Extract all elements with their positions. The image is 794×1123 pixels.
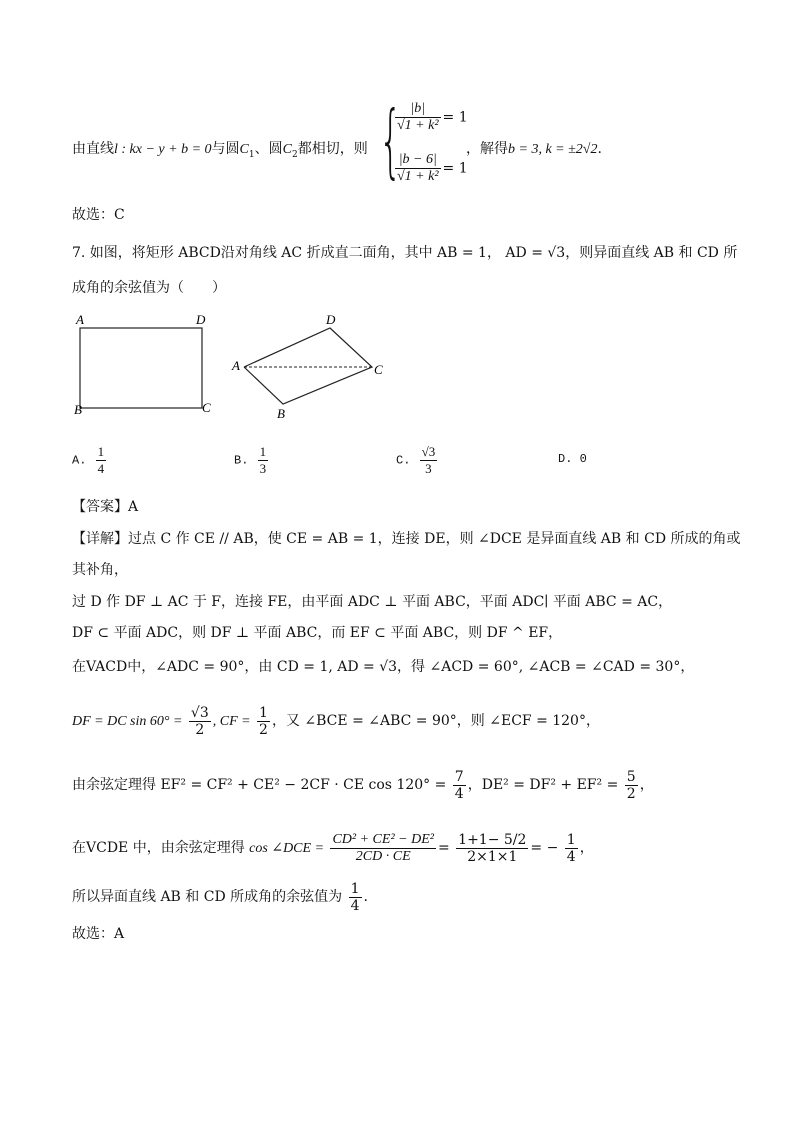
option-b (234, 444, 270, 477)
text: ， (639, 777, 654, 793)
label-d: D (196, 312, 206, 327)
circle-c1: C (239, 142, 249, 157)
detail-line5: 在VACD中，∠ADC = 90°，由 CD = 1, AD = √3，得 ∠ACD = 60°, ∠ACB = ∠CAD = 30°， (72, 659, 695, 675)
numerator: |b − 6| (395, 152, 441, 169)
fraction (395, 101, 441, 134)
label-c2: C (374, 362, 383, 377)
label-b: B (74, 402, 82, 417)
option-letter: C. (396, 453, 411, 468)
fraction (625, 769, 638, 802)
text: 所以异面直线 AB 和 CD 所成角的余弦值为 (72, 889, 343, 905)
label-d2: D (326, 312, 336, 327)
denominator: 4 (350, 897, 360, 914)
folded-figure (231, 312, 383, 421)
numerator: 1 (566, 831, 576, 848)
detail-line6 (72, 704, 600, 739)
figure (0, 308, 794, 428)
detail-line1: 【详解】过点 C 作 CE // AB，使 CE = AB = 1，连接 DE，则 ∠DCE 是异面直线 AB 和 CD 所成的角或 (72, 531, 741, 547)
question-7-line2: 成角的余弦值为（ ） (72, 280, 226, 296)
denominator: 2 (626, 785, 636, 802)
subscript: 1 (248, 149, 255, 160)
system-brace: { (379, 94, 402, 187)
denominator: 2CD · CE (355, 848, 411, 864)
option-value: 0 (579, 452, 587, 466)
text: ，解得 (466, 141, 508, 157)
fraction (330, 832, 436, 865)
numerator: 7 (454, 768, 464, 785)
fraction (258, 444, 269, 477)
denominator: √1 + k² (397, 169, 439, 184)
subscript: 2 (291, 149, 298, 160)
text: , CF = (212, 714, 251, 729)
fraction (257, 705, 270, 738)
numerator: 1 (259, 444, 267, 459)
option-a (72, 444, 108, 477)
fraction (565, 832, 578, 865)
numerator: √3 (190, 704, 209, 721)
detail-line7 (72, 768, 654, 802)
numerator: 5 (626, 768, 636, 785)
denominator: √1 + k² (397, 118, 439, 133)
fraction (96, 444, 107, 477)
numerator: 1 (350, 880, 360, 897)
rectangle-figure (74, 312, 211, 417)
text: 由直线 (72, 141, 114, 157)
detail-line9 (72, 880, 368, 914)
choice-c: 故选：C (72, 207, 125, 223)
option-c (396, 444, 439, 477)
rhs: = 1 (442, 109, 468, 126)
fraction (420, 444, 438, 477)
text: 在VCDE 中，由余弦定理得 (72, 840, 245, 856)
result: b = 3, k = ±2√2 (508, 142, 598, 157)
system-result (466, 139, 602, 160)
question-7-line1: 7. 如图，将矩形 ABCD沿对角线 AC 折成直二面角，其中 AB = 1， AD = √3，则异面直线 AB 和 CD 所 (72, 245, 738, 261)
numerator: |b| (395, 101, 441, 118)
fraction (395, 152, 441, 185)
system-eq-1 (393, 101, 468, 134)
tangent-line (72, 139, 368, 165)
text: 、圆 (254, 141, 283, 157)
label-b2: B (277, 406, 285, 421)
rhs: = 1 (442, 160, 468, 177)
denominator: 2 (195, 721, 205, 738)
denominator: 3 (259, 461, 267, 476)
numerator: CD² + CE² − DE² (332, 831, 434, 847)
text: 与圆 (211, 141, 240, 157)
option-d (558, 452, 587, 466)
text: = (437, 840, 450, 856)
fraction (456, 832, 528, 865)
numerator: 1 (97, 444, 105, 459)
option-letter: A. (72, 453, 87, 468)
denominator: 4 (97, 461, 105, 476)
system-eq-2 (393, 152, 468, 185)
circle-c2: C (282, 142, 292, 157)
detail-line8 (72, 828, 594, 869)
text: DF = DC sin 60° = (72, 714, 183, 729)
text: cos ∠DCE = (249, 841, 325, 856)
denominator: 4 (454, 785, 464, 802)
denominator: 3 (425, 461, 432, 476)
text: 由余弦定理得 EF² = CF² + CE² − 2CF · CE cos 120° = (72, 777, 447, 793)
denominator: 2×1×1 (467, 848, 518, 865)
label-a2: A (232, 358, 240, 373)
answer: 【答案】A (72, 499, 139, 515)
choice-a: 故选：A (72, 926, 125, 942)
option-letter: B. (234, 453, 249, 468)
denominator: 4 (566, 848, 576, 865)
fraction (453, 769, 466, 802)
text: ，又 ∠BCE = ∠ABC = 90°，则 ∠ECF = 120°， (271, 713, 600, 729)
detail-line2: 其补角， (72, 562, 128, 578)
numerator: √3 (421, 444, 436, 459)
label-a: A (76, 312, 84, 327)
detail-line3: 过 D 作 DF ⊥ AC 于 F，连接 FE，由平面 ADC ⊥ 平面 ABC，平面 ADC∣ 平面 ABC = AC， (72, 594, 673, 610)
text: = − (530, 840, 559, 856)
fraction (189, 705, 211, 738)
numerator: 1 (259, 704, 268, 721)
line-equation: l : kx − y + b = 0 (114, 142, 212, 157)
label-c: C (202, 400, 211, 415)
fraction (349, 881, 362, 914)
detail-line4: DF ⊂ 平面 ADC，则 DF ⊥ 平面 ABC，而 EF ⊂ 平面 ABC，则 DF ^ EF， (72, 625, 563, 641)
option-letter: D. (558, 452, 573, 466)
numerator: 1+1− 5/2 (458, 831, 527, 848)
denominator: 2 (259, 721, 268, 738)
text: 都相切，则 (297, 141, 368, 157)
text: ， (579, 840, 594, 856)
text: . (363, 889, 368, 905)
text: . (597, 141, 602, 157)
text: ，DE² = DF² + EF² = (467, 777, 619, 793)
